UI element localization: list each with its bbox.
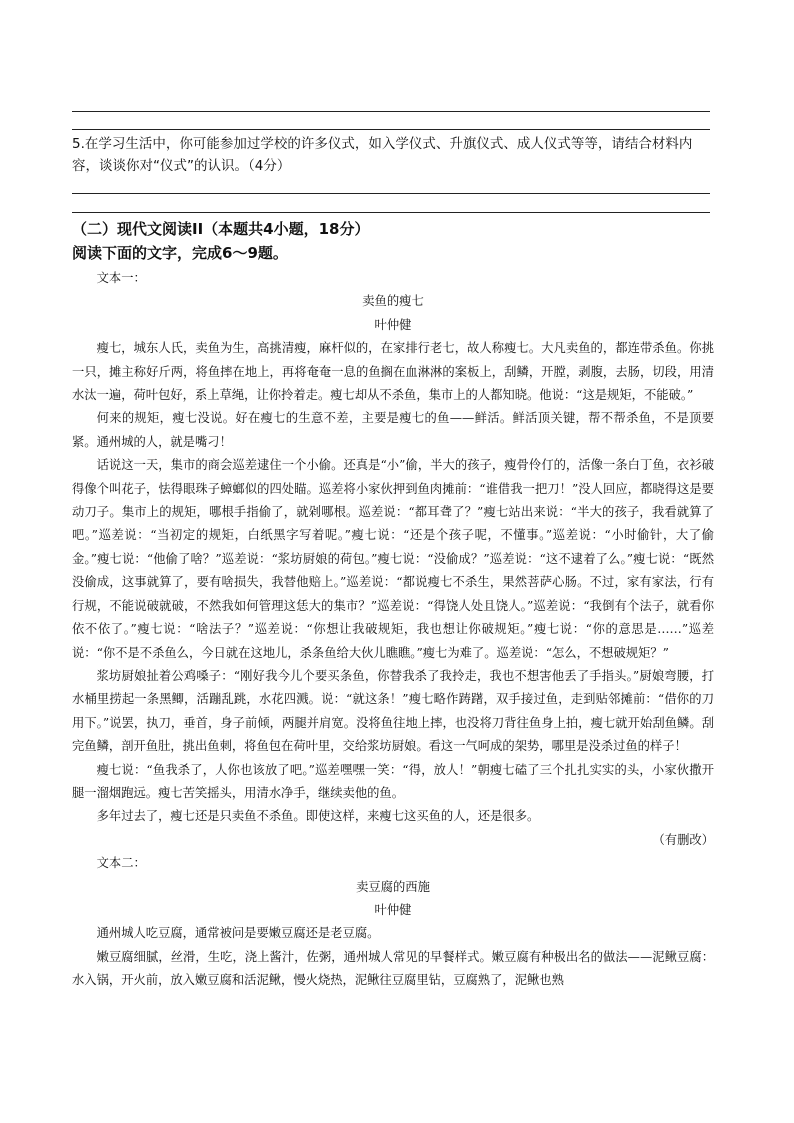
text1-title: 卖鱼的瘦七 xyxy=(362,294,424,309)
question-5: 5.在学习生活中，你可能参加过学校的许多仪式，如入学仪式、升旗仪式、成人仪式等等，请结合材料内容，谈谈你对“仪式”的认识。（4分） xyxy=(72,136,693,174)
text1-paragraph: 话说这一天，集市的商会巡差逮住一个小偷。还真是“小”偷，半大的孩子，瘦骨伶仃的，活像一条白丁鱼，衣衫破得像个叫花子，怯得眼珠子蟑螂似的四处瞄。巡差将小家伙押到鱼肉摊前：“谁借我一把刀！”没人回应，都晓得这是要动刀子。集市上的规矩，哪根手指偷了，就剁哪根。巡差说：“都耳聋了？”瘦七站出来说：“半大的孩子，我看就算了吧。”巡差说：“当初定的规矩，白纸黑字写着呢。”瘦七说：“还是个孩子呢，不懂事。”巡差说：“小时偷针，大了偷金。”瘦七说：“他偷了啥？”巡差说：“浆坊厨娘的荷包。”瘦七说：“没偷成？”巡差说：“这不逮着了么。”瘦七说：“既然没偷成，这事就算了，要有啥损失，我替他赔上。”巡差说：“都说瘦七不杀生，果然菩萨心肠。不过，家有家法，行有行规，不能说破就破，不然我如何管理这恁大的集市？”巡差说：“得饶人处且饶人。”巡差说：“我倒有个法子，就看你依不依了。”瘦七说：“啥法子？”巡差说：“你想让我破规矩，我也想让你破规矩。”瘦七说：“你的意思是……”巡差说：“你不是不杀鱼么，今日就在这地儿，杀条鱼给大伙儿瞧瞧。”瘦七为难了。巡差说：“怎么，不想破规矩？” xyxy=(72,458,714,660)
text2-label: 文本二： xyxy=(96,856,146,871)
text1-paragraph: 浆坊厨娘扯着公鸡嗓子：“刚好我今儿个要买条鱼，你替我杀了我拎走，我也不想害他丢了手指头。”厨娘弯腰，打水桶里捞起一条黑鲫，活蹦乱跳，水花四溅。说：“就这条！”瘦七略作踌躇，双手接过鱼，走到贴邻摊前：“借你的刀用下。”说罢，执刀，垂首，身子前倾，两腿并肩宽。没将鱼往地上摔，也没将刀背往鱼身上拍，瘦七就开始刮鱼鳞。刮完鱼鳞，剖开鱼肚，挑出鱼刺，将鱼包在荷叶里，交给浆坊厨娘。看这一气呵成的架势，哪里是没杀过鱼的样子！ xyxy=(72,668,714,754)
text1-paragraph: 多年过去了，瘦七还是只卖鱼不杀鱼。即使这样，来瘦七这买鱼的人，还是很多。 xyxy=(96,809,540,824)
section-title: （二）现代文阅读II（本题共4小题，18分） xyxy=(72,220,370,238)
text2-title: 卖豆腐的西施 xyxy=(356,879,430,894)
text2-paragraph: 嫩豆腐细腻，丝滑，生吃，浇上酱汁，佐粥，通州城人常见的早餐样式。嫩豆腐有种极出名的做法——泥鳅豆腐：水入锅，开火前，放入嫩豆腐和活泥鳅，慢火烧热，泥鳅往豆腐里钻，豆腐熟了，泥鳅也熟 xyxy=(72,949,714,988)
text1-author: 叶仲健 xyxy=(374,317,412,332)
text2-paragraph: 通州城人吃豆腐，通常被问是要嫩豆腐还是老豆腐。 xyxy=(96,926,380,941)
text1-paragraph: 瘦七，城东人氏，卖鱼为生，高挑清瘦，麻杆似的，在家排行老七，故人称瘦七。大凡卖鱼的，都连带杀鱼。你挑一只，摊主称好斤两，将鱼摔在地上，再将奄奄一息的鱼搁在血淋淋的案板上，刮鳞，开膛，剥腹，去肠，切段，用清水汰一遍，荷叶包好，系上草绳，让你拎着走。瘦七却从不杀鱼，集市上的人都知晓。他说：“这是规矩，不能破。” xyxy=(72,341,714,403)
text1-paragraph: 瘦七说：“鱼我杀了，人你也该放了吧。”巡差嘿嘿一笑：“得，放人！”朝瘦七磕了三个扎扎实实的头，小家伙撒开腿一溜烟跑远。瘦七苦笑摇头，用清水净手，继续卖他的鱼。 xyxy=(72,762,714,800)
reading-passages xyxy=(72,267,714,993)
answer-line-3 xyxy=(72,193,710,194)
answer-line-2 xyxy=(72,129,710,130)
text1-note: （有删改） xyxy=(652,832,714,847)
answer-line-4 xyxy=(72,212,710,213)
text2-author: 叶仲健 xyxy=(374,902,412,917)
reading-instruction: 阅读下面的文字，完成6～9题。 xyxy=(72,244,288,262)
text1-paragraph: 何来的规矩，瘦七没说。好在瘦七的生意不差，主要是瘦七的鱼——鲜活。鲜活顶关键，帮不帮杀鱼，不是顶要紧。通州城的人，就是嘴刁！ xyxy=(72,411,714,449)
text1-label: 文本一： xyxy=(96,271,146,285)
answer-line-1 xyxy=(72,111,710,112)
